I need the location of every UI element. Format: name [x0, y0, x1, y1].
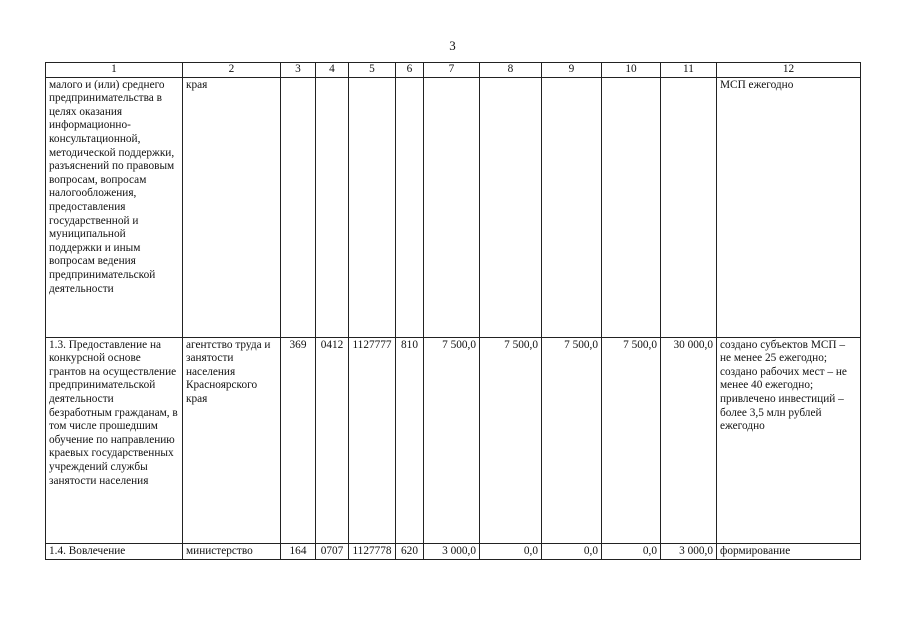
target-article-cell: 1127777 — [349, 337, 396, 543]
expense-type-cell — [396, 77, 424, 337]
section-cell: 0707 — [316, 543, 349, 560]
amount-cell: 7 500,0 — [424, 337, 480, 543]
amount-cell — [480, 77, 542, 337]
executor-cell: края — [183, 77, 281, 337]
expense-type-cell: 620 — [396, 543, 424, 560]
total-cell — [661, 77, 717, 337]
measure-name-cell: 1.3. Предоставление на конкурсной основе грантов на осуществление предпринимательской деятельности безработным гражданам, в том числе прошедшим обучение по направлению краевых государственных учреждений службы занятости населения — [46, 337, 183, 543]
table-row — [46, 77, 861, 337]
amount-cell: 7 500,0 — [542, 337, 602, 543]
column-header: 6 — [396, 63, 424, 78]
amount-cell: 3 000,0 — [424, 543, 480, 560]
column-header: 10 — [602, 63, 661, 78]
amount-cell: 0,0 — [480, 543, 542, 560]
section-cell: 0412 — [316, 337, 349, 543]
column-header: 7 — [424, 63, 480, 78]
table-header-row — [46, 63, 861, 78]
measure-name-cell: малого и (или) среднего предпринимательства в целях оказания информационно-консультационной, методической поддержки, разъяснений по правовым вопросам, вопросам налогообложения, предоставления государственной и муниципальной поддержки и иным вопросам ведения предпринимательской деятельности — [46, 77, 183, 337]
grbs-cell — [281, 77, 316, 337]
grbs-cell: 369 — [281, 337, 316, 543]
column-header: 11 — [661, 63, 717, 78]
column-header: 12 — [717, 63, 861, 78]
executor-cell: агентство труда и занятости населения Красноярского края — [183, 337, 281, 543]
table-row — [46, 543, 861, 560]
amount-cell — [542, 77, 602, 337]
column-header: 5 — [349, 63, 396, 78]
total-cell: 3 000,0 — [661, 543, 717, 560]
amount-cell: 7 500,0 — [602, 337, 661, 543]
total-cell: 30 000,0 — [661, 337, 717, 543]
amount-cell: 0,0 — [542, 543, 602, 560]
program-table — [45, 62, 861, 560]
target-article-cell: 1127778 — [349, 543, 396, 560]
column-header: 2 — [183, 63, 281, 78]
expected-result-cell: формирование — [717, 543, 861, 560]
measure-name-cell: 1.4. Вовлечение — [46, 543, 183, 560]
table-row — [46, 337, 861, 543]
column-header: 9 — [542, 63, 602, 78]
target-article-cell — [349, 77, 396, 337]
amount-cell — [602, 77, 661, 337]
column-header: 1 — [46, 63, 183, 78]
expected-result-cell: МСП ежегодно — [717, 77, 861, 337]
amount-cell — [424, 77, 480, 337]
expected-result-cell: создано субъектов МСП – не менее 25 ежегодно; создано рабочих мест – не менее 40 ежегодно; привлечено инвестиций – более 3,5 млн рублей ежегодно — [717, 337, 861, 543]
column-header: 3 — [281, 63, 316, 78]
executor-cell: министерство — [183, 543, 281, 560]
section-cell — [316, 77, 349, 337]
column-header: 8 — [480, 63, 542, 78]
amount-cell: 0,0 — [602, 543, 661, 560]
expense-type-cell: 810 — [396, 337, 424, 543]
column-header: 4 — [316, 63, 349, 78]
page-number: 3 — [449, 38, 456, 53]
amount-cell: 7 500,0 — [480, 337, 542, 543]
grbs-cell: 164 — [281, 543, 316, 560]
